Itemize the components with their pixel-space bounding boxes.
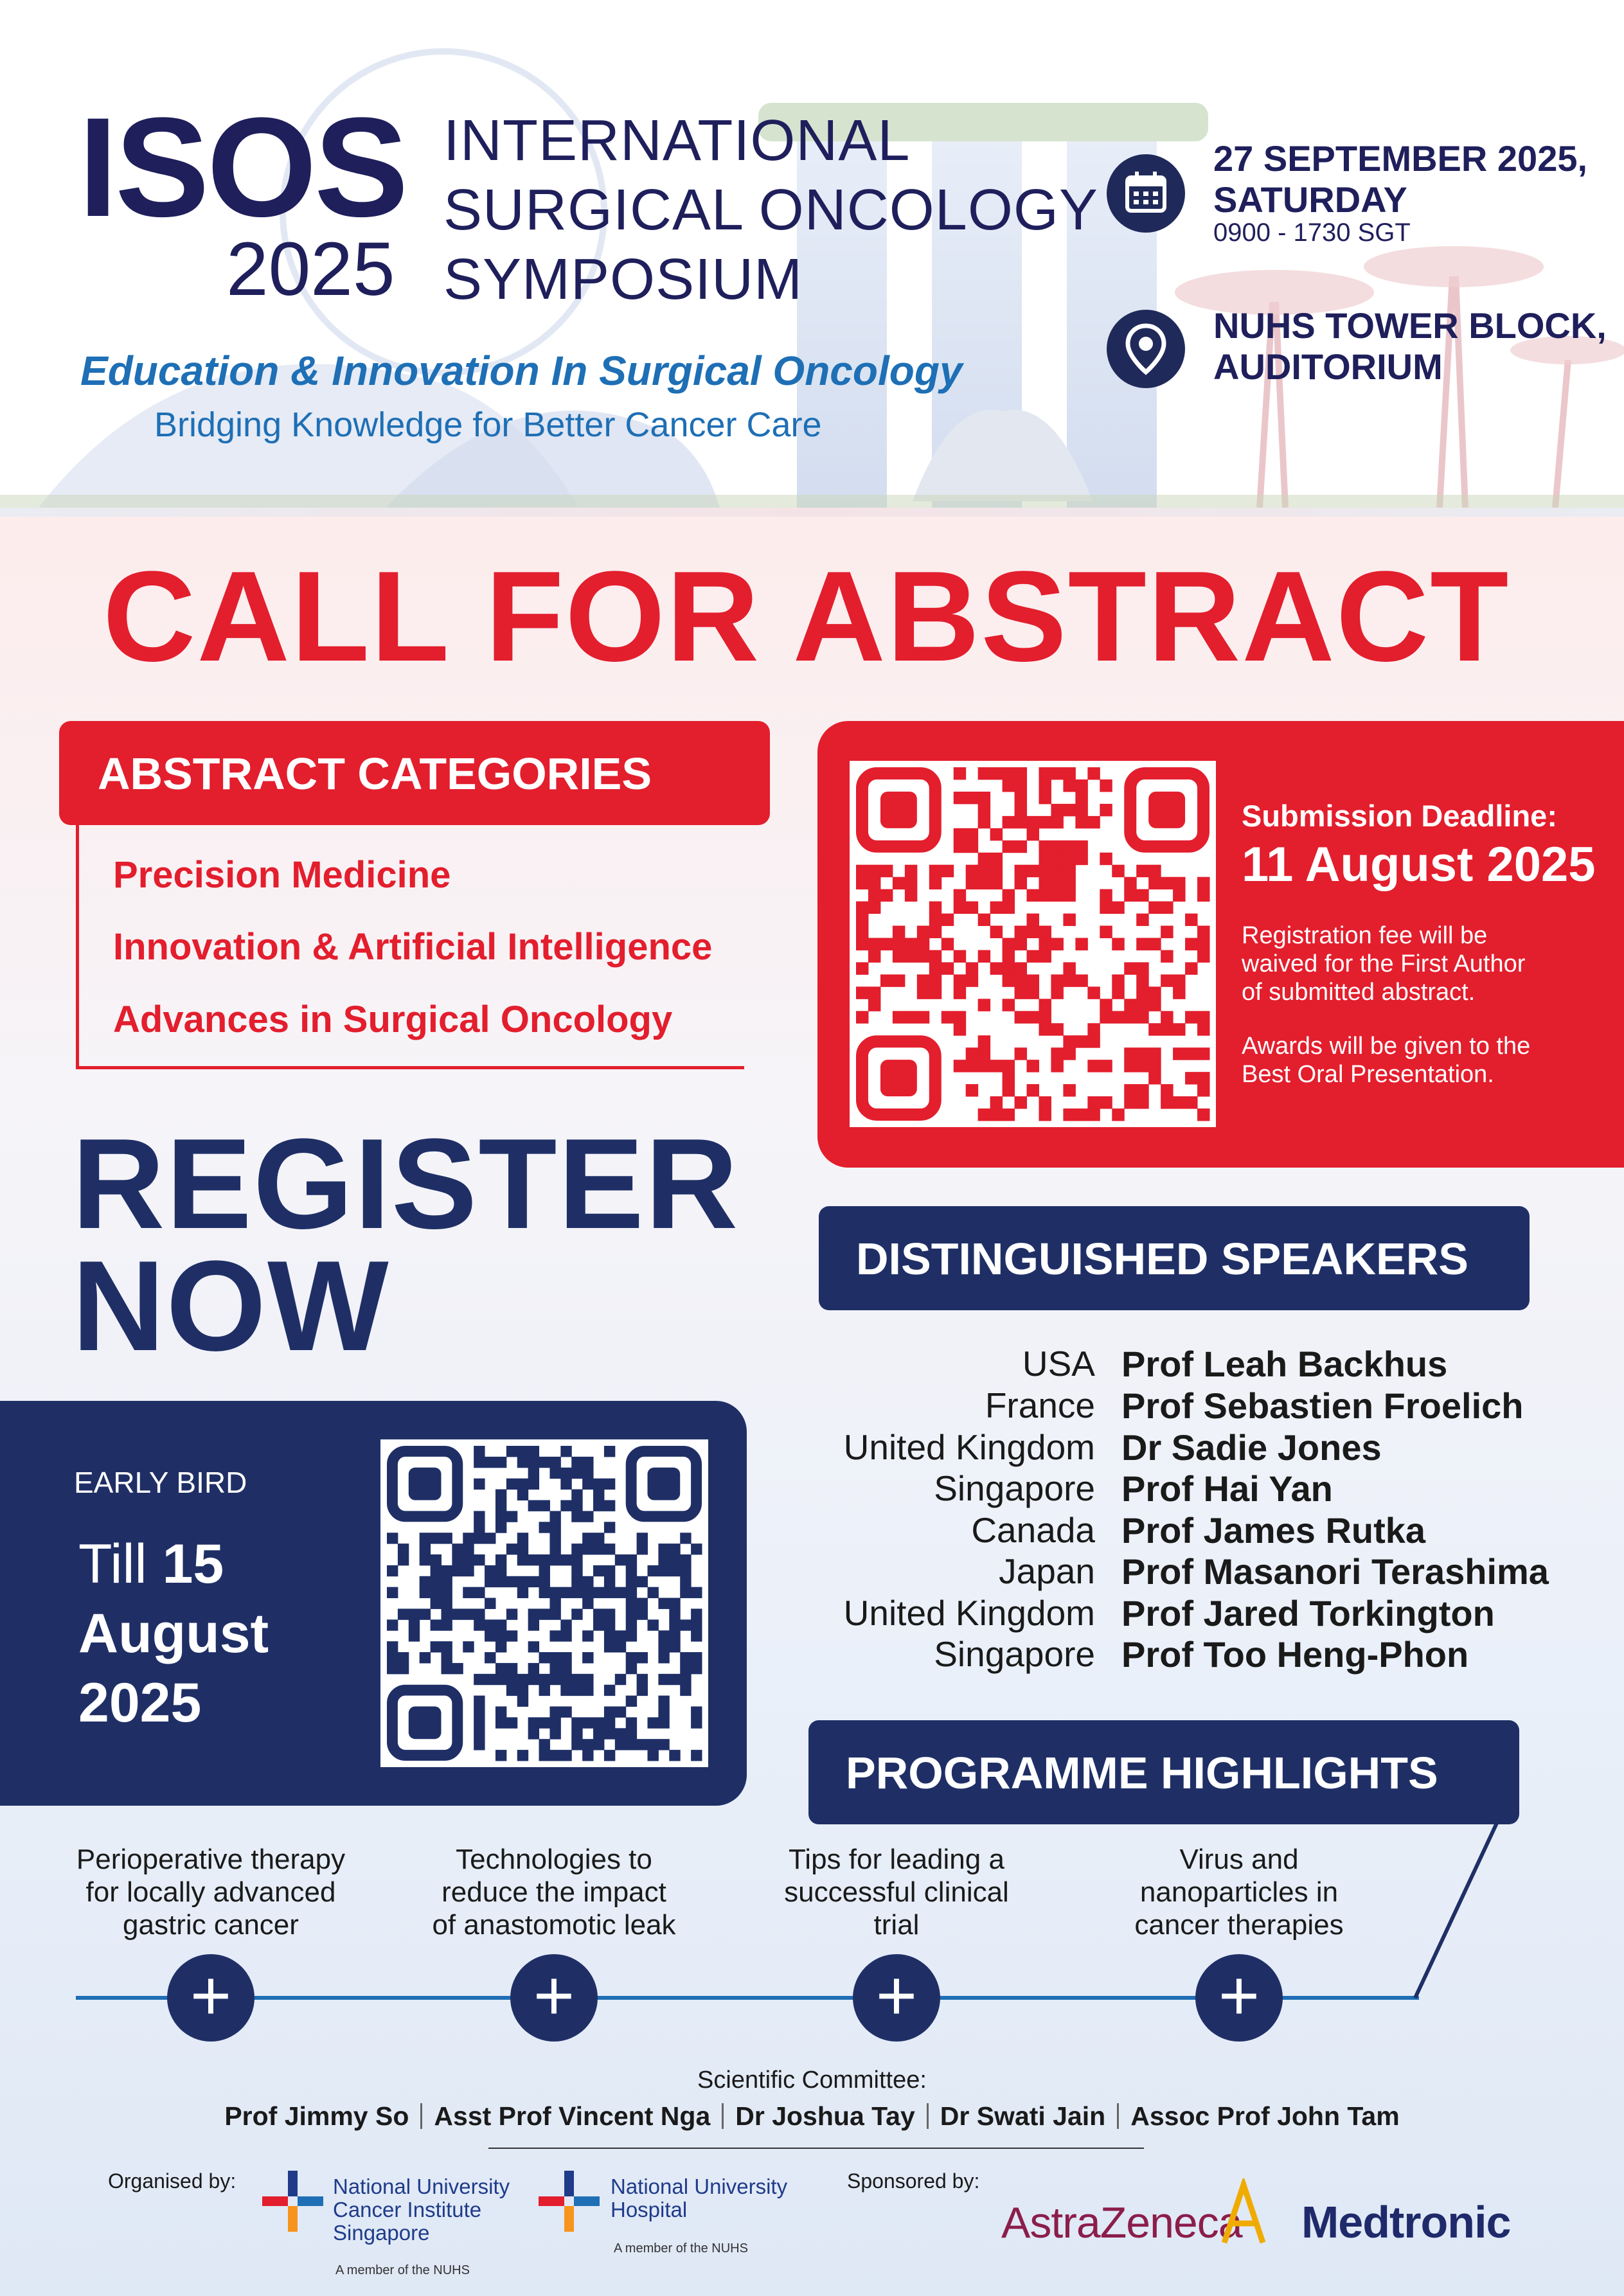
category-item: Advances in Surgical Oncology [113, 999, 673, 1040]
till-year: 2025 [78, 1672, 202, 1734]
highlight-line: reduce the impact [442, 1876, 666, 1908]
plus-icon[interactable]: + [853, 1954, 940, 2042]
subtagline: Bridging Knowledge for Better Cancer Care [154, 405, 822, 444]
highlight-line: for locally advanced [85, 1876, 336, 1908]
venue-line: NUHS TOWER BLOCK, [1213, 305, 1607, 346]
speaker-country: Japan [999, 1551, 1095, 1591]
early-bird-panel [0, 1401, 747, 1806]
speaker-name: Dr Sadie Jones [1121, 1427, 1382, 1468]
registration-qr-code[interactable] [380, 1439, 708, 1767]
ncis-logo-sub: A member of the NUHS [335, 2263, 470, 2277]
medtronic-logo: Medtronic [1301, 2197, 1511, 2247]
note-line: Registration fee will be [1242, 922, 1488, 949]
committee-names [0, 2101, 1624, 2131]
till-word: Till [78, 1533, 163, 1595]
sponsored-by-label: Sponsored by: [847, 2169, 980, 2193]
event-venue [1213, 305, 1607, 387]
deadline-date: 11 August 2025 [1242, 837, 1596, 892]
submission-qr-code[interactable] [850, 761, 1216, 1127]
speaker-country: Singapore [934, 1468, 1095, 1508]
speaker-name: Prof Hai Yan [1121, 1468, 1333, 1509]
speakers-header [819, 1206, 1530, 1310]
highlight-line: cancer therapies [1134, 1909, 1344, 1941]
tagline: Education & Innovation In Surgical Oncology [80, 348, 963, 394]
speaker-country: Singapore [934, 1634, 1095, 1674]
highlight-text [729, 1843, 1064, 1941]
speakers-title: DISTINGUISHED SPEAKERS [856, 1234, 1468, 1284]
nuh-logo-text [611, 2175, 787, 2221]
committee-label: Scientific Committee: [697, 2067, 927, 2094]
title-line: SYMPOSIUM [443, 247, 803, 312]
logo-line: Singapore [333, 2221, 430, 2245]
highlight-text [44, 1843, 378, 1941]
speaker-country: United Kingdom [843, 1427, 1095, 1467]
symposium-title [443, 106, 1098, 314]
calendar-icon [1107, 154, 1185, 233]
speaker-name: Prof Too Heng-Phon [1121, 1634, 1469, 1675]
abstract-categories-header [59, 721, 770, 825]
ncis-logo-text [333, 2175, 510, 2245]
venue-line: AUDITORIUM [1213, 346, 1443, 387]
committee-member: Dr Joshua Tay [735, 2101, 915, 2131]
note-line: Best Oral Presentation. [1242, 1061, 1494, 1088]
call-for-abstract-heading: CALL FOR ABSTRACT [103, 545, 1510, 688]
committee-member: Prof Jimmy So [224, 2101, 409, 2131]
separator [1117, 2103, 1119, 2129]
early-bird-label: EARLY BIRD [74, 1466, 247, 1499]
isos-year: 2025 [226, 227, 395, 312]
isos-logo: ISOS [78, 88, 406, 246]
plus-icon[interactable]: + [510, 1954, 598, 2042]
event-date [1213, 138, 1587, 220]
highlight-text [1072, 1843, 1406, 1941]
highlight-text [387, 1843, 721, 1941]
speaker-name: Prof Sebastien Froelich [1121, 1385, 1524, 1426]
highlight-line: trial [873, 1909, 920, 1941]
note-line: waived for the First Author [1242, 950, 1526, 977]
highlight-line: Tips for leading a [789, 1844, 1004, 1875]
abstract-categories-title: ABSTRACT CATEGORIES [98, 749, 652, 799]
deadline-label: Submission Deadline: [1242, 799, 1557, 833]
highlight-line: successful clinical [784, 1876, 1009, 1908]
astrazeneca-logo: AstraZeneca [1001, 2198, 1242, 2247]
highlight-line: nanoparticles in [1139, 1876, 1339, 1908]
till-day: 15 [162, 1533, 224, 1595]
speaker-country: France [985, 1385, 1095, 1425]
organised-by-label: Organised by: [108, 2169, 236, 2193]
awards-note [1242, 1032, 1530, 1089]
till-month: August [78, 1603, 269, 1664]
fee-waiver-note [1242, 921, 1525, 1006]
plus-icon[interactable]: + [1195, 1954, 1283, 2042]
category-item: Precision Medicine [113, 854, 451, 896]
speaker-name: Prof James Rutka [1121, 1510, 1426, 1551]
speaker-name: Prof Jared Torkington [1121, 1593, 1495, 1633]
logo-line: Cancer Institute [333, 2198, 482, 2221]
speaker-name: Prof Masanori Terashima [1121, 1551, 1549, 1592]
programme-title: PROGRAMME HIGHLIGHTS [846, 1748, 1438, 1798]
separator [420, 2103, 422, 2129]
register-line: REGISTER [72, 1112, 740, 1256]
note-line: Awards will be given to the [1242, 1033, 1531, 1060]
date-line: 27 SEPTEMBER 2025, [1213, 138, 1588, 179]
highlight-line: Perioperative therapy [76, 1844, 346, 1875]
separator [927, 2103, 929, 2129]
logo-line: Hospital [611, 2198, 688, 2221]
speaker-country: Canada [971, 1510, 1095, 1550]
highlight-line: Technologies to [456, 1844, 652, 1875]
early-bird-deadline [78, 1529, 269, 1738]
ncis-logo-icon [262, 2171, 323, 2232]
header-divider [0, 508, 1624, 517]
separator [722, 2103, 724, 2129]
logo-line: National University [333, 2175, 510, 2198]
event-time: 0900 - 1730 SGT [1213, 218, 1411, 247]
astrazeneca-symbol-icon [1218, 2178, 1269, 2249]
title-line: INTERNATIONAL [443, 109, 911, 173]
register-now-heading [72, 1112, 740, 1378]
nuh-logo-icon [539, 2171, 600, 2232]
speaker-country: USA [1022, 1344, 1095, 1384]
register-line: NOW [72, 1234, 390, 1378]
date-line: SATURDAY [1213, 179, 1407, 220]
category-item: Innovation & Artificial Intelligence [113, 926, 713, 968]
committee-rule [488, 2148, 1144, 2149]
note-line: of submitted abstract. [1242, 979, 1476, 1006]
title-line: SURGICAL ONCOLOGY [443, 178, 1098, 242]
location-pin-icon [1107, 310, 1185, 388]
logo-line: National University [611, 2175, 788, 2198]
submission-panel [817, 721, 1624, 1168]
highlight-line: Virus and [1179, 1844, 1299, 1875]
committee-member: Assoc Prof John Tam [1130, 2101, 1400, 2131]
speaker-country: United Kingdom [843, 1593, 1095, 1633]
highlight-line: gastric cancer [123, 1909, 299, 1941]
timeline-connector [1401, 1819, 1510, 2005]
committee-member: Asst Prof Vincent Nga [434, 2101, 711, 2131]
nuh-logo-sub: A member of the NUHS [614, 2241, 748, 2256]
plus-icon[interactable]: + [167, 1954, 254, 2042]
speaker-name: Prof Leah Backhus [1121, 1344, 1448, 1384]
committee-member: Dr Swati Jain [940, 2101, 1106, 2131]
programme-header [808, 1720, 1519, 1824]
highlight-line: of anastomotic leak [432, 1909, 676, 1941]
